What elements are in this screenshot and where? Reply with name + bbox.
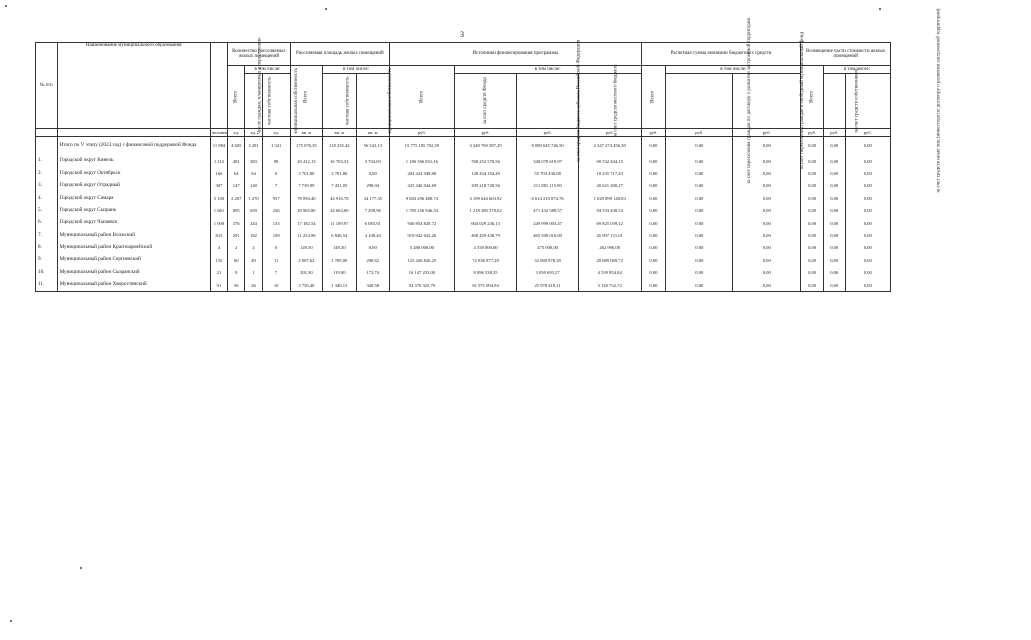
row-value: 0,00	[823, 254, 845, 266]
row-value: 16 703,33	[323, 155, 356, 167]
total-row-value: 3 281	[245, 137, 262, 156]
unit-cell: руб.	[666, 129, 733, 137]
table-row	[36, 192, 891, 204]
row-value: 1	[245, 267, 262, 279]
row-value: 24 663,00	[323, 205, 356, 217]
unit-cell: руб.	[801, 129, 824, 137]
hdr-refund-total: Всего	[801, 66, 824, 129]
row-number: 1.	[36, 155, 58, 167]
row-value: 604 029 236,13	[454, 217, 517, 229]
row-value: 0	[262, 242, 290, 254]
row-value: 0,00	[641, 167, 666, 179]
row-value: 465 500 010,00	[517, 229, 579, 241]
row-value: 8	[228, 267, 245, 279]
row-value: 0,00	[823, 192, 845, 204]
row-value: 0,00	[641, 242, 666, 254]
row-value: 815	[210, 229, 227, 241]
row-value: 0,00	[666, 180, 733, 192]
row-value: 55 703 436,08	[517, 167, 579, 179]
unit-cell: ед.	[262, 129, 290, 137]
row-value: 11 254,98	[290, 229, 322, 241]
row-value: 376	[228, 217, 245, 229]
row-value: 2 207	[228, 192, 245, 204]
hdr-name: Наименование муниципального образования	[57, 43, 210, 129]
hdr-savings: Расчетная сумма экономии бюджетных средств	[641, 43, 801, 66]
row-value: 298,62	[356, 254, 389, 266]
row-value: 4 539 854,84	[578, 267, 641, 279]
row-value: 0,00	[823, 229, 845, 241]
hdr-area-total: Всего	[290, 66, 322, 129]
row-value: 408 459 438,79	[454, 229, 517, 241]
row-value: 0,00	[733, 254, 801, 266]
row-value: 182	[245, 229, 262, 241]
row-value: 17 182,54	[290, 217, 322, 229]
row-number: 10.	[36, 267, 58, 279]
row-value: 0,00	[801, 267, 824, 279]
row-value: 209 218 728,56	[454, 180, 517, 192]
row-name: Муниципальный район Волжский	[57, 229, 210, 241]
row-value: 10 235 717,43	[578, 167, 641, 179]
total-row-value: 0,00	[801, 137, 824, 156]
row-value: 2	[228, 242, 245, 254]
row-name: Городской округ Самара	[57, 192, 210, 204]
row-value: 166	[210, 167, 227, 179]
row-value: 236	[262, 205, 290, 217]
row-value: 0,00	[801, 229, 824, 241]
row-value: 69 532 444,15	[578, 155, 641, 167]
row-value: 0,00	[666, 267, 733, 279]
row-value: 0,00	[733, 279, 801, 292]
row-value: 0,00	[823, 167, 845, 179]
row-value: 0	[262, 167, 290, 179]
row-value: 7	[262, 267, 290, 279]
row-value: 1 218 280 578,02	[454, 205, 517, 217]
row-value: 4	[210, 242, 227, 254]
row-value: 211 881 115,90	[517, 180, 579, 192]
unit-cell: руб.	[823, 129, 845, 137]
hdr-refund-including: в том числе:	[823, 66, 890, 74]
unit-cell: руб.	[454, 129, 517, 137]
hdr-num: № п/п	[36, 43, 58, 129]
row-value: 9 843 296 480,74	[389, 192, 454, 204]
row-value: 0,00	[801, 192, 824, 204]
row-value: 5 120 732,72	[578, 279, 641, 292]
row-value: 204 424 948,68	[389, 167, 454, 179]
row-value: 262 996,00	[578, 242, 641, 254]
row-value: 10	[262, 279, 290, 292]
row-value: 937	[262, 192, 290, 204]
row-name: Муниципальный район Красноармейский	[57, 242, 210, 254]
hdr-area: Расселяемая площадь жилых помещений	[290, 43, 389, 66]
row-value: 0,00	[666, 192, 733, 204]
row-value: 0,00	[845, 267, 891, 279]
row-value: 0,00	[845, 254, 891, 266]
hdr-ref1: за счет средств собственников	[823, 74, 845, 129]
table-row	[36, 180, 891, 192]
total-row-value: 4 605	[228, 137, 245, 156]
row-value: 16 147 253,00	[389, 267, 454, 279]
row-value: 348 078 619,97	[517, 155, 579, 167]
row-value: 4 108,44	[356, 229, 389, 241]
row-value: 0,00	[733, 217, 801, 229]
row-number: 7.	[36, 229, 58, 241]
row-number: 5.	[36, 205, 58, 217]
row-name: Городской округ Отрадный	[57, 180, 210, 192]
row-value: 0,00	[823, 155, 845, 167]
row-value: 20 621 200,27	[578, 180, 641, 192]
row-name: Городской округ Октябрьск	[57, 167, 210, 179]
hdr-sources-including: в том числе:	[454, 66, 641, 74]
total-row-value: 1 341	[262, 137, 290, 156]
table-row	[36, 254, 891, 266]
hdr-savings-including: в том числе:	[666, 66, 801, 74]
row-value: 0,00	[823, 205, 845, 217]
row-value: 340,58	[356, 279, 389, 292]
row-name: Городской округ Чапаевск	[57, 217, 210, 229]
row-value: 0,00	[845, 167, 891, 179]
row-value: 149,50	[290, 242, 322, 254]
row-value: 5 280 000,00	[389, 242, 454, 254]
unit-cell: руб.	[733, 129, 801, 137]
row-value: 1 785 256 946,54	[389, 205, 454, 217]
row-value: 1 186 566 831,16	[389, 155, 454, 167]
unit-cell: ед.	[245, 129, 262, 137]
row-value: 0,00	[823, 279, 845, 292]
table-row	[36, 155, 891, 167]
row-value: 4 558 000,00	[454, 242, 517, 254]
row-value: 298,94	[356, 180, 389, 192]
table-row	[36, 205, 891, 217]
row-value: 1 000	[210, 217, 227, 229]
row-number: 2.	[36, 167, 58, 179]
row-value: 1 029 899 140,03	[578, 192, 641, 204]
row-value: 0,00	[823, 217, 845, 229]
hdr-area-private: частная собственность	[323, 74, 356, 129]
row-value: 45 997 131,01	[578, 229, 641, 241]
row-value: 94 533 438,54	[578, 205, 641, 217]
row-value: 8 096 538,35	[454, 267, 517, 279]
unit-cell: руб.	[517, 129, 579, 137]
total-row-value: 0,00	[733, 137, 801, 156]
hdr-area-municipal: муниципальная собственность	[356, 74, 389, 129]
row-value: 0,00	[845, 155, 891, 167]
row-value: 7 431,05	[323, 180, 356, 192]
row-value: 0,00	[641, 217, 666, 229]
row-value: 383	[245, 155, 262, 167]
row-value: 30 965,80	[290, 205, 322, 217]
total-row-value: 56 542,13	[356, 137, 389, 156]
hdr-rooms-municipal: муниципальная собственность	[262, 74, 290, 129]
unit-cell: руб.	[578, 129, 641, 137]
total-row-value: 15 775 185 702,59	[389, 137, 454, 156]
total-row-value: 8 080 045 746,50	[517, 137, 579, 156]
row-value: 135	[210, 254, 227, 266]
row-value: 895	[228, 205, 245, 217]
row-number: 4.	[36, 192, 58, 204]
hdr-sources-total: Всего	[389, 66, 454, 129]
row-value: 11	[262, 254, 290, 266]
row-value: 3 701,80	[323, 167, 356, 179]
row-value: 0,00	[845, 217, 891, 229]
row-value: 0,00	[641, 205, 666, 217]
row-value: 1 270	[245, 192, 262, 204]
unit-cell: кв. м	[356, 129, 389, 137]
total-row-value: 3 349 769 587,29	[454, 137, 517, 156]
row-value: 0,00	[356, 242, 389, 254]
total-row-value: 11 984	[210, 137, 227, 156]
row-value: 20 689 069,72	[578, 254, 641, 266]
hdr-rooms-including: в том числе:	[245, 66, 290, 74]
row-number: 6.	[36, 217, 58, 229]
row-value: 26	[245, 279, 262, 292]
row-value: 0,00	[801, 205, 824, 217]
row-value: 6 083,91	[356, 217, 389, 229]
row-value: 0,00	[641, 229, 666, 241]
row-name: Муниципальный район Хворостянский	[57, 279, 210, 292]
hdr-people: Число граждан, планируемых к переселению	[210, 43, 227, 129]
row-name: Городской округ Сызрань	[57, 205, 210, 217]
row-value: 0,00	[356, 167, 389, 179]
row-value: 3 701,80	[290, 167, 322, 179]
row-value: 7 209,96	[356, 205, 389, 217]
unit-cell: руб.	[845, 129, 891, 137]
row-value: 0,00	[801, 217, 824, 229]
row-value: 475 000,00	[517, 242, 579, 254]
row-value: 0,00	[801, 167, 824, 179]
unit-cell: руб.	[641, 129, 666, 137]
row-value: 0,00	[666, 242, 733, 254]
row-value: 1 709,00	[323, 254, 356, 266]
row-value: 60	[228, 254, 245, 266]
unit-cell: кв. м	[323, 129, 356, 137]
row-value: 64	[245, 167, 262, 179]
total-row-value: 175 076,35	[290, 137, 322, 156]
unit-cell: кв. м	[290, 129, 322, 137]
hdr-rooms-total: Всего	[228, 66, 245, 129]
row-value: 3 750,40	[290, 279, 322, 292]
row-value: 140	[245, 180, 262, 192]
row-value: 64	[228, 167, 245, 179]
row-value: 0,00	[641, 192, 666, 204]
row-value: 2	[245, 242, 262, 254]
corner-mark-bottom-mid	[80, 567, 82, 569]
row-value: 0,00	[641, 254, 666, 266]
table-row	[36, 229, 891, 241]
hdr-fund: за счет средств Фонда	[454, 74, 517, 129]
total-row-value: 0,00	[823, 137, 845, 156]
row-value: 7 739,99	[290, 180, 322, 192]
row-value: 0,00	[641, 279, 666, 292]
units-row	[36, 129, 891, 137]
resettlement-table	[35, 8, 941, 292]
row-value: 0,00	[823, 180, 845, 192]
unit-cell: человек	[211, 129, 228, 135]
row-value: 2 007,62	[290, 254, 322, 266]
row-value: 0,00	[666, 254, 733, 266]
row-value: 49	[245, 254, 262, 266]
total-row-value: 118 335,42	[323, 137, 356, 156]
row-value: 0,00	[666, 167, 733, 179]
row-value: 0,00	[845, 279, 891, 292]
row-name: Муниципальный район Сызранский	[57, 267, 210, 279]
row-value: 119,00	[323, 267, 356, 279]
row-value: 7	[262, 180, 290, 192]
hdr-subject: за счет средств бюджета субъекта Российской Федерации	[517, 74, 579, 129]
row-value: 125 426 826,25	[389, 254, 454, 266]
row-value: 0,00	[733, 155, 801, 167]
hdr-ref2: за счет средств иных лиц (инвестора по договору о развитии застроенной территории)	[845, 74, 891, 129]
row-value: 0,00	[801, 180, 824, 192]
row-value: 0,00	[733, 180, 801, 192]
row-value: 172,74	[356, 267, 389, 279]
row-value: 425 446 044,69	[389, 180, 454, 192]
row-value: 0,00	[733, 242, 801, 254]
total-row-value: 0,00	[641, 137, 666, 156]
table-row	[36, 167, 891, 179]
row-value: 1 340,13	[323, 279, 356, 292]
row-value: 34 177,35	[356, 192, 389, 204]
row-value: 1 112	[210, 155, 227, 167]
row-value: 78 094,40	[290, 192, 322, 204]
row-value: 20 412,13	[290, 155, 322, 167]
hdr-local: за счет средств местного бюджета	[578, 74, 641, 129]
corner-mark-top-mid	[325, 8, 327, 10]
row-value: 481	[228, 155, 245, 167]
row-value: 0,00	[733, 267, 801, 279]
row-value: 0,00	[801, 279, 824, 292]
row-value: 0,00	[666, 217, 733, 229]
row-value: 0,00	[845, 180, 891, 192]
total-row-label: Итого по V этапу (2023 год) с финансовой поддержкой Фонда	[57, 137, 210, 156]
hdr-rooms-private: частная собственность	[245, 74, 262, 129]
unit-cell: ед.	[228, 129, 245, 137]
row-value: 0,00	[801, 242, 824, 254]
corner-mark-top-left	[5, 5, 7, 7]
row-value: 0,00	[666, 155, 733, 167]
row-number: 8.	[36, 242, 58, 254]
row-value: 91	[210, 279, 227, 292]
hdr-area-including: в том числе:	[323, 66, 390, 74]
table-row	[36, 217, 891, 229]
row-value: 98	[262, 155, 290, 167]
unit-cell: руб.	[389, 129, 454, 137]
row-value: 11 109,97	[323, 217, 356, 229]
row-name: Городской округ Кинель	[57, 155, 210, 167]
row-value: 0,00	[845, 242, 891, 254]
row-value: 72 836 877,28	[454, 254, 517, 266]
hdr-sav1: за счет переселения граждан по договору о развитии застроенной территории	[666, 74, 733, 129]
total-row-value: 2 347 274 456,39	[578, 137, 641, 156]
row-value: 291	[228, 229, 245, 241]
row-value: 940 854 828,72	[389, 217, 454, 229]
total-row-value: 0,00	[845, 137, 891, 156]
row-value: 0,00	[801, 254, 824, 266]
page-number: 3	[460, 30, 464, 39]
table-row	[36, 242, 891, 254]
hdr-rooms: Количество расселяемых жилых помещений	[228, 43, 291, 66]
row-value: 44 916,78	[323, 192, 356, 204]
row-value: 1 661	[210, 205, 227, 217]
row-value: 94 370 325,79	[389, 279, 454, 292]
row-value: 56	[228, 279, 245, 292]
hdr-refund: Возмещение части стоимости жилых помещений	[801, 43, 891, 66]
row-value: 0,00	[801, 155, 824, 167]
row-value: 919 942 632,26	[389, 229, 454, 241]
row-value: 0,00	[641, 155, 666, 167]
total-row-value: 0,00	[666, 137, 733, 156]
corner-mark-top-right	[879, 8, 881, 10]
row-value: 0,00	[641, 180, 666, 192]
row-value: 0,00	[733, 229, 801, 241]
row-value: 0,00	[845, 192, 891, 204]
row-value: 6 614 210 874,76	[517, 192, 579, 204]
row-value: 0,00	[733, 192, 801, 204]
row-value: 291,30	[290, 267, 322, 279]
row-value: 0,00	[666, 279, 733, 292]
row-value: 3 050 693,27	[517, 267, 579, 279]
hdr-sav2: за счет переселения граждан в свободный муниципальный фонд	[733, 74, 801, 129]
row-value: 3 704,03	[356, 155, 389, 167]
table-row	[36, 279, 891, 292]
row-value: 244	[245, 217, 262, 229]
row-value: 147	[228, 180, 245, 192]
row-number: 3.	[36, 180, 58, 192]
row-number: 9.	[36, 254, 58, 266]
row-value: 0,00	[641, 267, 666, 279]
row-value: 6 846,54	[323, 229, 356, 241]
row-value: 0,00	[823, 267, 845, 279]
row-value: 3 199 644 603,92	[454, 192, 517, 204]
row-value: 0,00	[823, 242, 845, 254]
row-value: 307	[210, 180, 227, 192]
row-value: 21	[210, 267, 227, 279]
hdr-savings-total: Всего	[641, 66, 666, 129]
row-number: 11.	[36, 279, 58, 292]
row-value: 61 971 094,94	[454, 279, 517, 292]
row-value: 133	[262, 217, 290, 229]
row-name: Муниципальный район Сергиевский	[57, 254, 210, 266]
row-value: 32 080 878,28	[517, 254, 579, 266]
row-value: 128 434 194,49	[454, 167, 517, 179]
row-value: 0,00	[733, 167, 801, 179]
row-value: 25 978 418,11	[517, 279, 579, 292]
row-value: 0,00	[845, 205, 891, 217]
row-value: 659	[245, 205, 262, 217]
row-value: 0,00	[845, 229, 891, 241]
row-value: 109	[262, 229, 290, 241]
row-value: 249 999 003,47	[517, 217, 579, 229]
row-value: 0,00	[733, 205, 801, 217]
row-value: 5 100	[210, 192, 227, 204]
row-value: 0,00	[666, 205, 733, 217]
hdr-sources: Источники финансирования программы	[389, 43, 641, 66]
row-value: 471 432 589,57	[517, 205, 579, 217]
total-row	[36, 137, 891, 156]
row-value: 69 825 039,12	[578, 217, 641, 229]
row-value: 0,00	[666, 229, 733, 241]
row-value: 768 252 570,56	[454, 155, 517, 167]
table-row	[36, 267, 891, 279]
row-value: 149,50	[323, 242, 356, 254]
corner-mark-bottom-left	[10, 620, 12, 622]
